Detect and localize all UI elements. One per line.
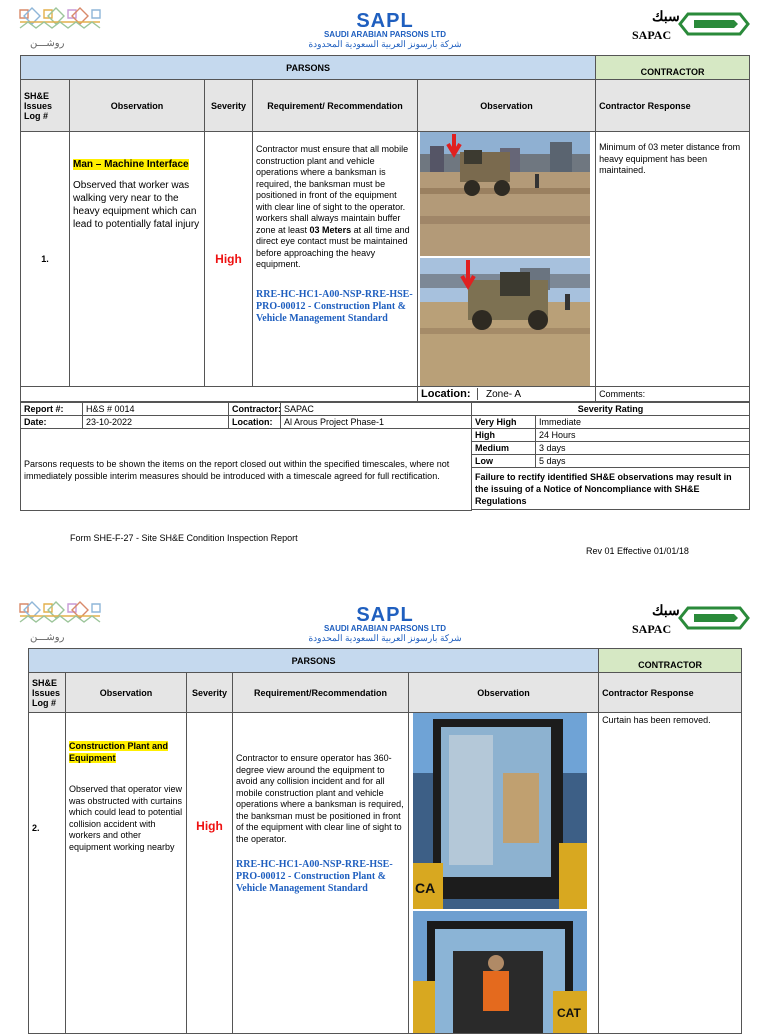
- severity-level: Very High: [472, 416, 536, 429]
- observation-header: Observation: [70, 80, 205, 132]
- sapl-logo: [290, 606, 480, 643]
- parsons-notice: Parsons requests to be shown the items on the report closed out within the specified timescales, where not immediately possible interim measures should be introduced with a timescale agreed for full rectification.: [21, 429, 472, 511]
- site-photo-2: [420, 258, 590, 386]
- svg-text:CAT: CAT: [557, 1006, 581, 1020]
- issue-table-2: [28, 648, 742, 1034]
- observation-photos: [418, 132, 596, 387]
- severity-time: 24 Hours: [536, 429, 750, 442]
- severity-header: Severity: [187, 673, 233, 713]
- sapac-text: SAPAC: [632, 622, 672, 636]
- revision: Rev 01 Effective 01/01/18: [586, 546, 689, 556]
- sapac-logo: [630, 8, 750, 52]
- report-label: Report #:: [21, 403, 83, 416]
- sapl-title: SAPL: [356, 604, 414, 626]
- location-row: [418, 387, 596, 402]
- parsons-header: PARSONS: [29, 649, 599, 673]
- issue-description: Observed that operator view was obstructed with curtains which could lead to potential collision accident with workers and other equipment working nearby: [69, 784, 183, 852]
- requirement-header: Requirement/Recommendation: [233, 673, 409, 713]
- issue-observation-cell: [66, 713, 187, 1034]
- issue-number: 1.: [21, 132, 70, 387]
- requirement-header: Requirement/ Recommendation: [253, 80, 418, 132]
- severity-value: High: [187, 713, 233, 1034]
- date-value: 23-10-2022: [83, 416, 229, 429]
- sapac-arabic: سبك: [652, 8, 680, 24]
- severity-level: Medium: [472, 442, 536, 455]
- issue-number: 2.: [29, 713, 66, 1034]
- form-id: Form SHE-F-27 - Site SH&E Condition Inspection Report: [70, 533, 298, 543]
- log-header: SH&E Issues Log #: [29, 673, 66, 713]
- severity-rating-title: Severity Rating: [472, 403, 750, 416]
- requirement-cell: [233, 713, 409, 1034]
- severity-time: 5 days: [536, 455, 750, 468]
- sapl-subtitle: SAUDI ARABIAN PARSONS LTD: [323, 624, 447, 633]
- svg-text:CA: CA: [415, 880, 436, 896]
- comments-label: Comments:: [596, 387, 750, 402]
- issue-title: Man – Machine Interface: [73, 159, 189, 170]
- sapac-text: SAPAC: [632, 28, 672, 42]
- severity-time: Immediate: [536, 416, 750, 429]
- location-value: Zone- A: [486, 389, 522, 400]
- contractor-value: SAPAC: [281, 403, 472, 416]
- contractor-header: CONTRACTOR: [596, 56, 750, 80]
- observation-header: Observation: [66, 673, 187, 713]
- noncompliance-warning: Failure to rectify identified SH&E observations may result in the issuing of a Notice of Noncompliance with SH&E Regulations: [472, 468, 750, 510]
- date-label: Date:: [21, 416, 83, 429]
- requirement-text-b: at all time and direct eye contact must be maintained before approaching the heavy equipment.: [256, 224, 410, 269]
- severity-value: High: [205, 132, 253, 387]
- parsons-header: PARSONS: [21, 56, 596, 80]
- severity-time: 3 days: [536, 442, 750, 455]
- operator-cab-photo-2: [413, 911, 587, 1033]
- severity-rating-table: [471, 402, 750, 510]
- sapl-arabic: شركة بارسونز العربية السعودية المحدودة: [308, 39, 462, 49]
- issue-table-1: [20, 55, 750, 402]
- issue-observation-cell: [70, 132, 205, 387]
- requirement-bold: 03 Meters: [309, 224, 352, 235]
- issue-description: Observed that worker was walking very near to the heavy equipment which can lead to potentially fatal injury: [73, 180, 200, 230]
- report-location-label: Location:: [229, 416, 281, 429]
- observation-photo-header: Observation: [418, 80, 596, 132]
- issue-title: Construction Plant and Equipment: [69, 741, 168, 763]
- severity-level: High: [472, 429, 536, 442]
- log-header: SH&E Issues Log #: [21, 80, 70, 132]
- report-value: H&S # 0014: [83, 403, 229, 416]
- roshn-logo: [18, 6, 102, 40]
- severity-level: Low: [472, 455, 536, 468]
- roshn-logo: [18, 600, 102, 634]
- roshn-logo-text: روشـــن: [30, 38, 65, 49]
- sapl-logo: [290, 12, 480, 49]
- contractor-response: Curtain has been removed.: [599, 713, 742, 1034]
- observation-photo-header: Observation: [409, 673, 599, 713]
- sapl-arabic: شركة بارسونز العربية السعودية المحدودة: [308, 633, 462, 643]
- contractor-header: CONTRACTOR: [599, 649, 742, 673]
- standard-reference: RRE-HC-HC1-A00-NSP-RRE-HSE-PRO-00012 - Construction Plant & Vehicle Management Standard: [256, 288, 413, 324]
- report-info-table: [20, 402, 472, 511]
- sapac-logo: [630, 602, 750, 646]
- sapl-subtitle: SAUDI ARABIAN PARSONS LTD: [323, 30, 447, 39]
- observation-photos: [409, 713, 599, 1034]
- contractor-response-header: Contractor Response: [596, 80, 750, 132]
- roshn-logo-text: روشـــن: [30, 632, 65, 643]
- requirement-text: Contractor to ensure operator has 360-degree view around the equipment to avoid any collision incident and for all mobile construction plant and vehicle operations where a banksman is required, the banksman must be positioned in front of the equipment with clear line of sight to the operator.: [236, 753, 404, 844]
- standard-reference: RRE-HC-HC1-A00-NSP-RRE-HSE-PRO-00012 - Construction Plant & Vehicle Management Standard: [236, 859, 393, 894]
- operator-cab-photo-1: [413, 713, 587, 909]
- sapac-arabic: سبك: [652, 602, 680, 618]
- site-photo-1: [420, 132, 590, 256]
- sapl-title: SAPL: [356, 10, 414, 32]
- severity-header: Severity: [205, 80, 253, 132]
- contractor-label: Contractor:: [229, 403, 281, 416]
- report-location-value: Al Arous Project Phase-1: [281, 416, 472, 429]
- location-label: Location:: [418, 388, 478, 400]
- contractor-response-header: Contractor Response: [599, 673, 742, 713]
- requirement-cell: [253, 132, 418, 387]
- contractor-response: Minimum of 03 meter distance from heavy equipment has been maintained.: [596, 132, 750, 387]
- requirement-text-a: Contractor must ensure that all mobile construction plant and vehicle operations where a banksman is required, the banksman must be positioned in front of the equipment with clear line of sight to the operator. workers shall always maintain buffer zone at least: [256, 144, 409, 235]
